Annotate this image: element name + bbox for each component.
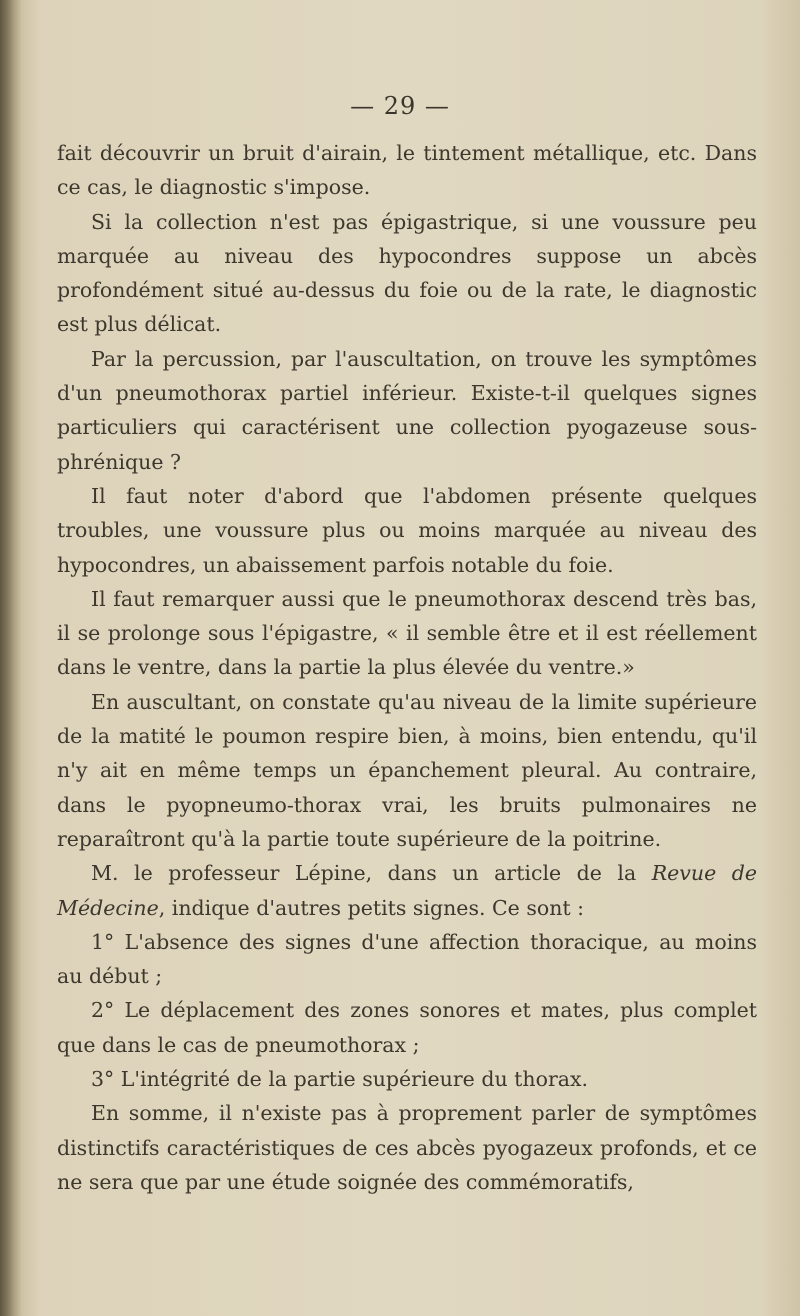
paragraph-5: Il faut remarquer aussi que le pneumothorax descend très bas, il se prolonge sous l'épigastre, « il semble être et il est réellement dans le ventre, dans la partie la plus élevée du ventre.»: [57, 586, 757, 680]
list-item-1: 1° L'absence des signes d'une affection thoracique, au moins au début ;: [57, 929, 757, 989]
paragraph-8: En somme, il n'existe pas à proprement parler de symptômes distinctifs caractéristiques de ces abcès pyogazeux profonds, et ce ne sera que par une étude soignée des commémoratifs,: [57, 1101, 757, 1194]
paragraph-7: [57, 856, 757, 925]
journal-title: Revue de Médecine: [57, 861, 757, 920]
paragraph-7-text-before: M. le professeur Lépine, dans un article de la: [91, 861, 652, 886]
page-number: — 29 —: [350, 92, 450, 120]
paragraph-6: En auscultant, on constate qu'au niveau de la limite supérieure de la matité le poumon respire bien, à moins, bien entendu, qu'il n'y ait en même temps un épanchement pleural. Au contraire, dans le pyopneumo-thorax vrai, les bruits pulmonaires ne reparaîtront qu'à la partie toute supérieure de la poitrine.: [57, 689, 757, 851]
body-text: [57, 136, 757, 1199]
paragraph-2: Si la collection n'est pas épigastrique, si une voussure peu marquée au niveau des hypocondres suppose un abcès profondément situé au-dessus du foie ou de la rate, le diagnostic est plus délicat.: [57, 209, 757, 337]
paragraph-4: Il faut noter d'abord que l'abdomen présente quelques troubles, une voussure plus ou moins marquée au niveau des hypocondres, un abaissement parfois notable du foie.: [57, 483, 757, 577]
list-item-2: 2° Le déplacement des zones sonores et mates, plus complet que dans le cas de pneumothorax ;: [57, 998, 757, 1057]
paragraph-3: Par la percussion, par l'auscultation, on trouve les symptômes d'un pneumothorax partiel inférieur. Existe-t-il quelques signes particuliers qui caractérisent une collection pyogazeuse sous-phrénique ?: [57, 346, 757, 474]
paragraph-1: fait découvrir un bruit d'airain, le tintement métallique, etc. Dans ce cas, le diagnostic s'impose.: [57, 141, 757, 200]
list-item-3: 3° L'intégrité de la partie supérieure du thorax.: [91, 1067, 589, 1092]
paragraph-7-text-after: , indique d'autres petits signes. Ce sont :: [158, 895, 585, 920]
binding-shadow: [0, 0, 22, 1316]
